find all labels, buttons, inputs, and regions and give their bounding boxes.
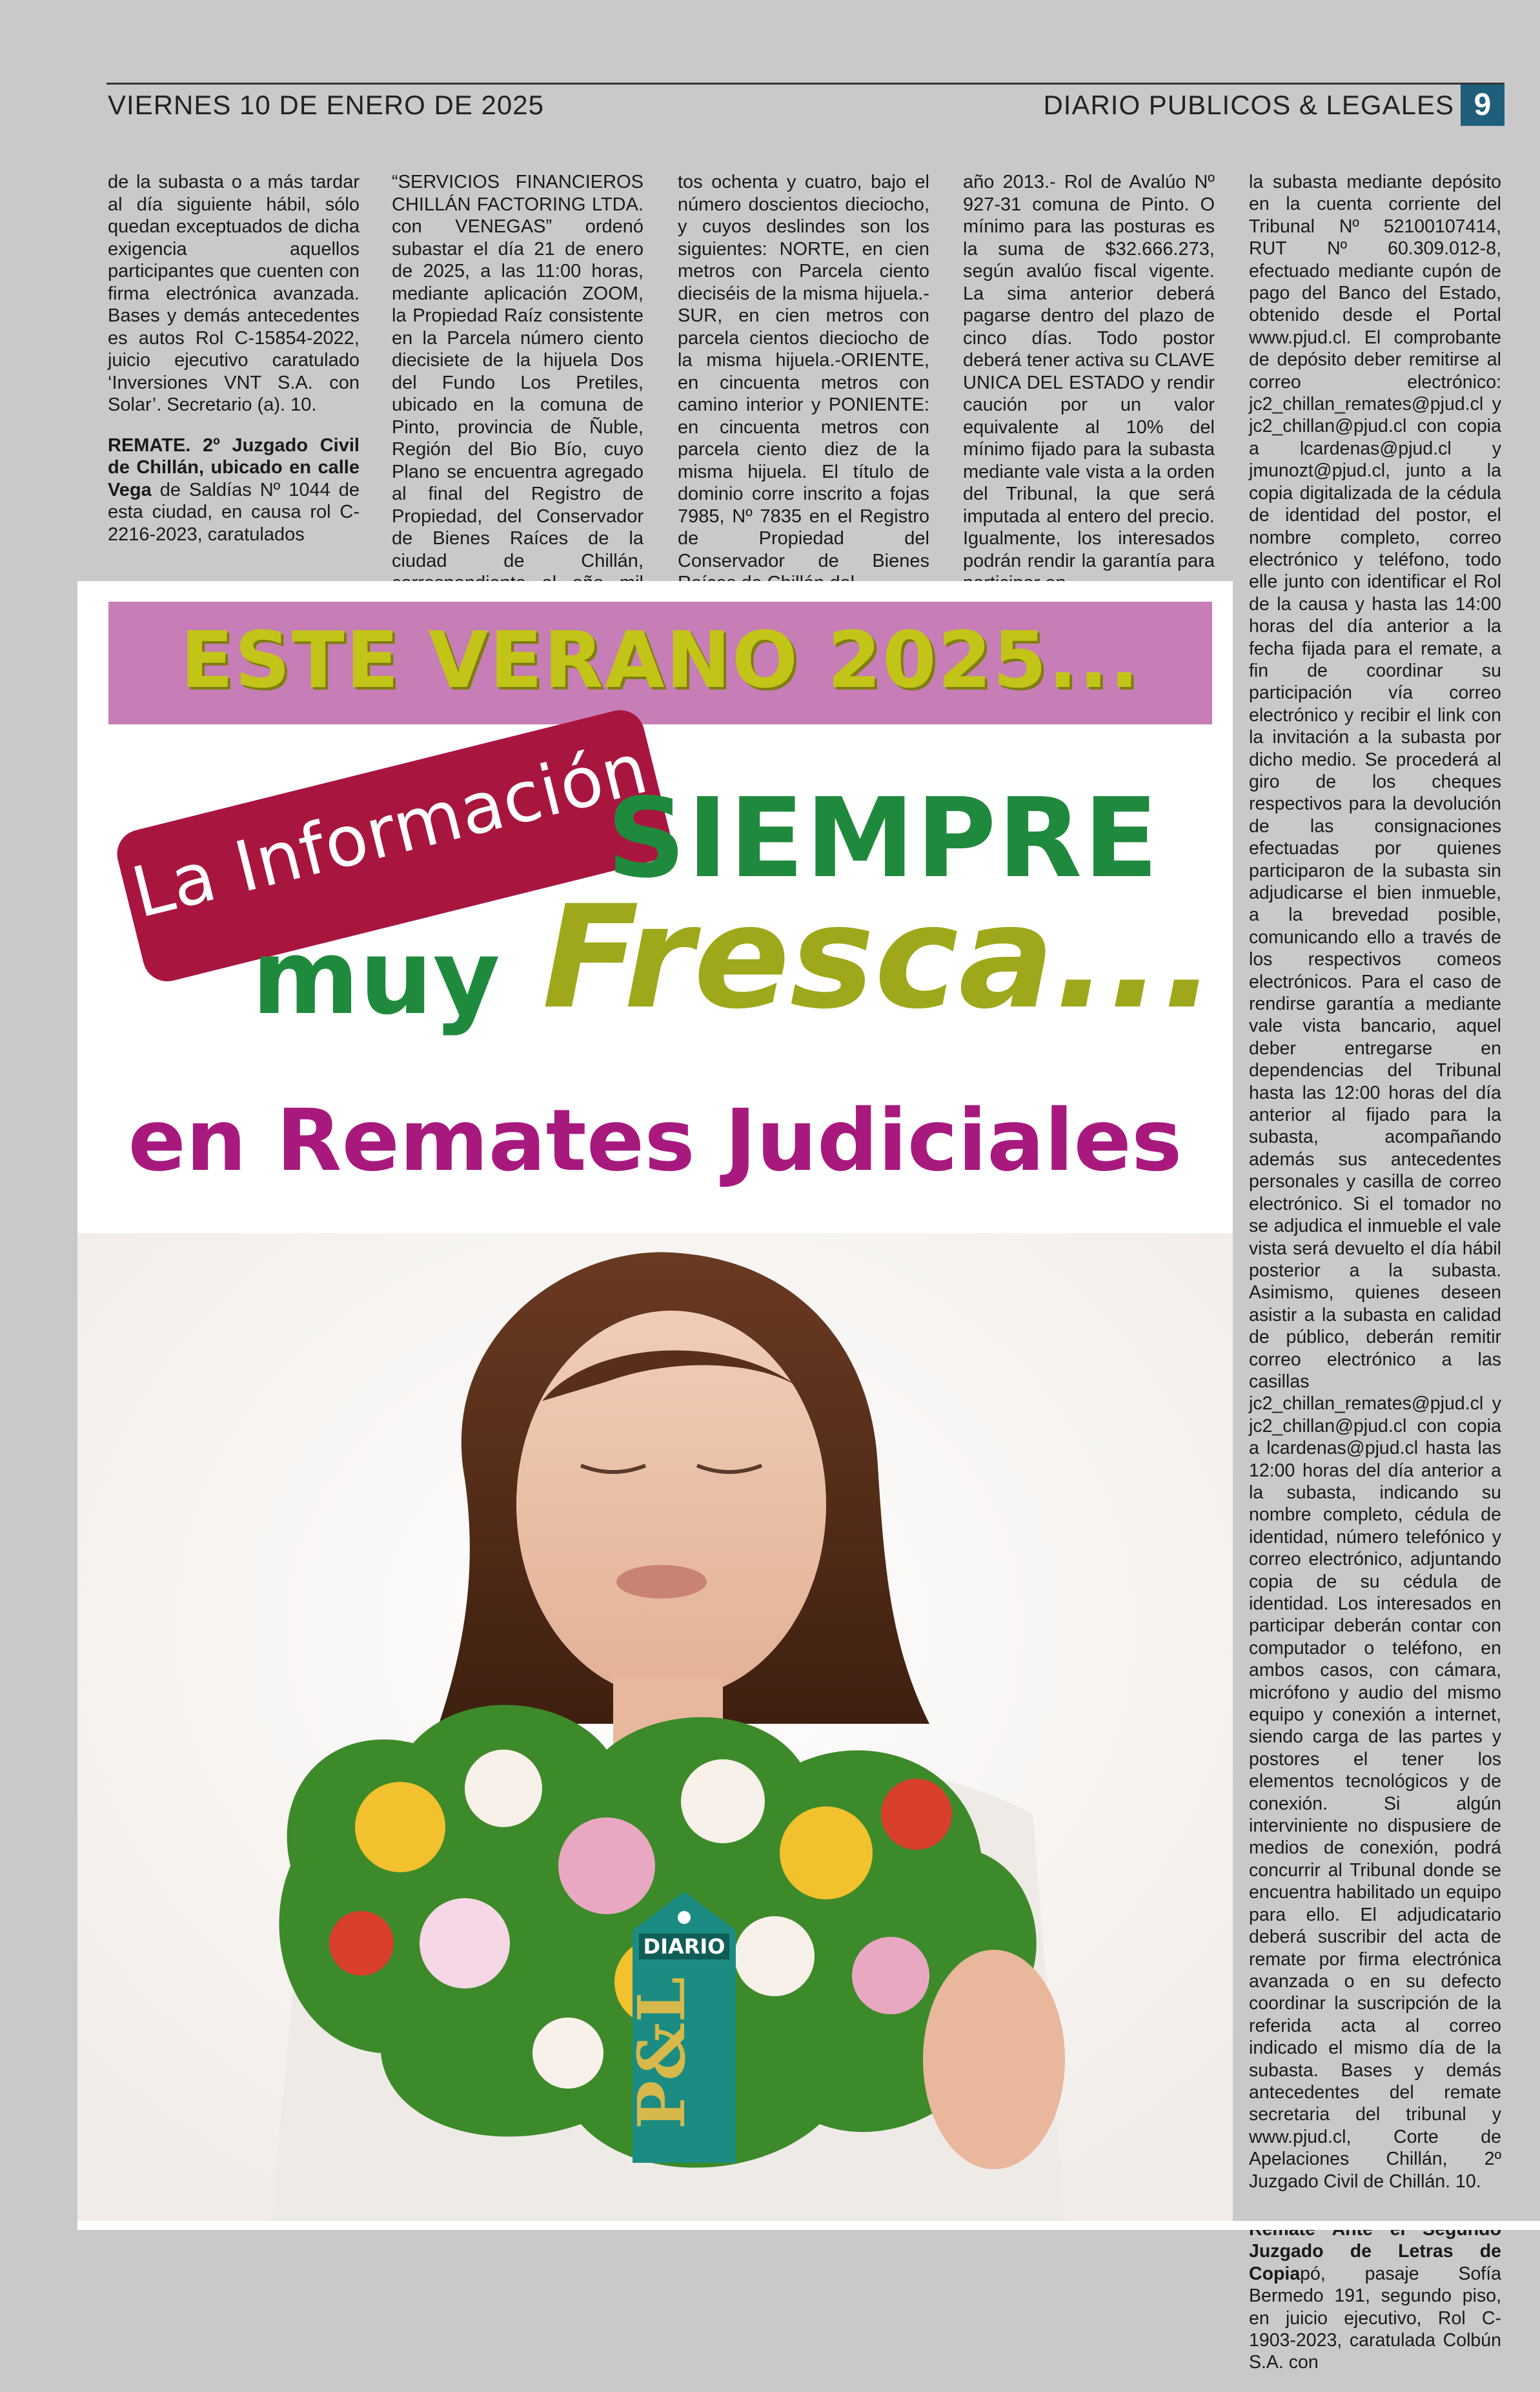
column-4-paragraph: año 2013.- Rol de Avalúo Nº 927-31 comuna de Pinto. O mínimo para las posturas es la suma de $32.666.273, según avalúo fiscal vigente. La sima anterior deberá pagarse dentro del plazo de cinco días. Todo postor deberá tener activa su CLAVE UNICA DEL ESTADO y rendir caución por un valor equivalente al 10% del mínimo fijado para la subasta mediante vale vista a la orden del Tribunal, la que será imputada al entero del precio. Igualmente, los interesados podrán rendir la garantía para — [963, 172, 1215, 571]
footer-rule — [77, 2221, 1540, 2230]
notice-heading: Juzgado de Letras de Copia — [1249, 2241, 1501, 2284]
notice-heading: REMATE. 2º Juzgado Civil de Chillán, ubicado en calle Vega — [108, 434, 360, 500]
header-publication: DIARIO PUBLICOS & LEGALES — [1043, 90, 1454, 120]
page-header — [106, 83, 1505, 128]
ad-fresca: Fresca... — [542, 875, 1217, 1040]
woman-with-flowers-photo — [77, 1233, 1233, 2221]
column-5-paragraph: la subasta mediante depósito en la cuenta corriente del Tribunal Nº 52100107414, RUT Nº 60.309.012-8, efectuado mediante cupón de pago del Banco del Estado, obtenido desde el Portal www.pjud.cl. El comprobante de depósito deber remitirse al correo electrónico: jc2_chillan_remates@pjud.cl y jc2_chillan@pjud.cl con copia a lcardenas@pjud.cl y jmunozt@pjud.cl, junto a la copia digitalizada de la cédula de identidad del postor, el nombre completo, correo electrónico y teléfono, todo elle junto con identificar el Rol de la causa y hasta las 14:00 horas del día anterior a la fecha fijada para el remate, a fin de coordinar su participación vía correo electrónico y recibir el link con la invitación a la subasta por dicho medio. Se procederá al giro de los cheques respectivos para la devolución de las consignaciones efectuadas por quienes participaron de la subasta sin adjudicarse el bien inmueble, a la brevedad posible, comunicando ello a través de los respectivos comeos electrónicos. Para el caso de rendirse garantía a mediante vale vista bancario, aquel deber entregarse en dependencias del Tribunal hasta las 12:00 horas del día anterior al fijado para la subasta, acompañando además sus antecedentes personales y casilla de correo electrónico. Si el tomador no se adjudica el inmueble el vale vista será devuelto el día hábil posterior a la subasta. Asimismo, quienes deseen asistir a la subasta en calidad de público, deberán remitir correo electrónico a las casillas jc2_chillan_remates@pjud.cl y jc2_chillan@pjud.cl con copia a lcardenas@pjud.cl hasta las 12:00 horas del día anterior a la subasta, indicando su nombre completo, cédula de identidad, número telefónico y correo electrónico, adjuntando copia de su cédula de identidad. Los interesados en participar deberán contar con computador o teléfono, en ambos casos, con cámara, micrófono y audio del mismo equipo y conexión a internet, siendo carga de las partes y postores el tener los elementos tecnológicos y de conexión. Si algún interviniente no dispusiere de medios de conexión, podrá concurrir al Tribunal donde se encuentra habilitado un equipo para ello. El adjudicatario deberá suscribir del acta de remate por firma electrónica avanzada o en su defecto coordinar la suscripción de la referida acta al correo indicado el mismo día de la subasta. Bases y demás antecedentes del remate secretaria del tribunal y www.pjud.cl, Corte de Apelaciones Chillán, 2º Juzgado Civil de Chillán. 10. — [1249, 172, 1501, 2192]
ad-siempre: SIEMPRE — [607, 775, 1160, 903]
ad-remates: en Remates Judiciales — [128, 1091, 1182, 1191]
ad-muy: muy — [252, 917, 500, 1038]
column-5 — [1249, 171, 1501, 2392]
hand — [923, 1950, 1065, 2169]
page-number: 9 — [1461, 85, 1505, 126]
column-1-notice — [108, 434, 360, 546]
header-date: VIERNES 10 DE ENERO DE 2025 — [108, 90, 544, 120]
column-1 — [108, 171, 360, 564]
tag-top-text: DIARIO — [643, 1934, 725, 1959]
ad-headline: ESTE VERANO 2025... — [180, 616, 1140, 706]
column-3-paragraph: tos ochenta y cuatro, bajo el número doscientos dieciocho, y cuyos deslindes son los siguientes: NORTE, en cien metros con Parcela ciento dieciséis de la misma hijuela.- SUR, en cien metros con parcela cientos dieciocho de la misma hijuela.-ORIENTE, en cincuenta metros con camino interior y PONIENTE: en cincuenta metros con parcela ciento diez de la misma hijuela. El título de dominio corre inscrito a fojas 7985, Nº 7835 en el Registro de Propiedad del Conservador de Bienes — [678, 172, 929, 571]
ad-headline-band — [108, 602, 1212, 724]
column-4 — [963, 171, 1215, 613]
column-2 — [392, 171, 643, 635]
notice-text: pó, pasaje Sofía Bermedo 191, segundo piso, en juicio ejecutivo, Rol C-1903-2023, caratulada Colbún S.A. con — [1249, 2263, 1501, 2373]
ribbon-text: La Información — [124, 728, 656, 934]
column-5-notice — [1249, 2218, 1501, 2374]
tag-logo-text: P&L — [623, 1977, 700, 2129]
diario-pl-tag — [623, 1892, 736, 2163]
column-1-paragraph: de la subasta o a más tardar al día siguiente hábil, sólo quedan exceptuados de dicha exigencia aquellos participantes que cuenten con firma electrónica avanzada. Bases y demás antecedentes es autos Rol C-15854-2022, juicio ejecutivo caratulado ‘Inversiones VNT S.A. con Solar’. Secretario (a). 10. — [108, 172, 360, 415]
advertisement — [77, 581, 1233, 2221]
column-3 — [678, 171, 929, 613]
notice-text: de Saldías Nº 1044 de esta ciudad, en causa rol C-2216-2023, caratulados — [108, 479, 360, 545]
column-2-paragraph: “SERVICIOS FINANCIEROS CHILLÁN FACTORING LTDA. con VENEGAS” ordenó subastar el día 21 de enero de 2025, a las 11:00 horas, mediante aplicación ZOOM, la Propiedad Raíz consistente en la Parcela número ciento diecisiete de la hijuela Dos del Fundo Los Pretiles, ubicado en la comuna de Pinto, provincia de Ñuble, Región del Bio Bío, cuyo Plano se encuentra agregado al final del Registro de Propiedad, del Conservador de Bienes Raíces de la ciudad de Chillán, — [392, 172, 643, 571]
